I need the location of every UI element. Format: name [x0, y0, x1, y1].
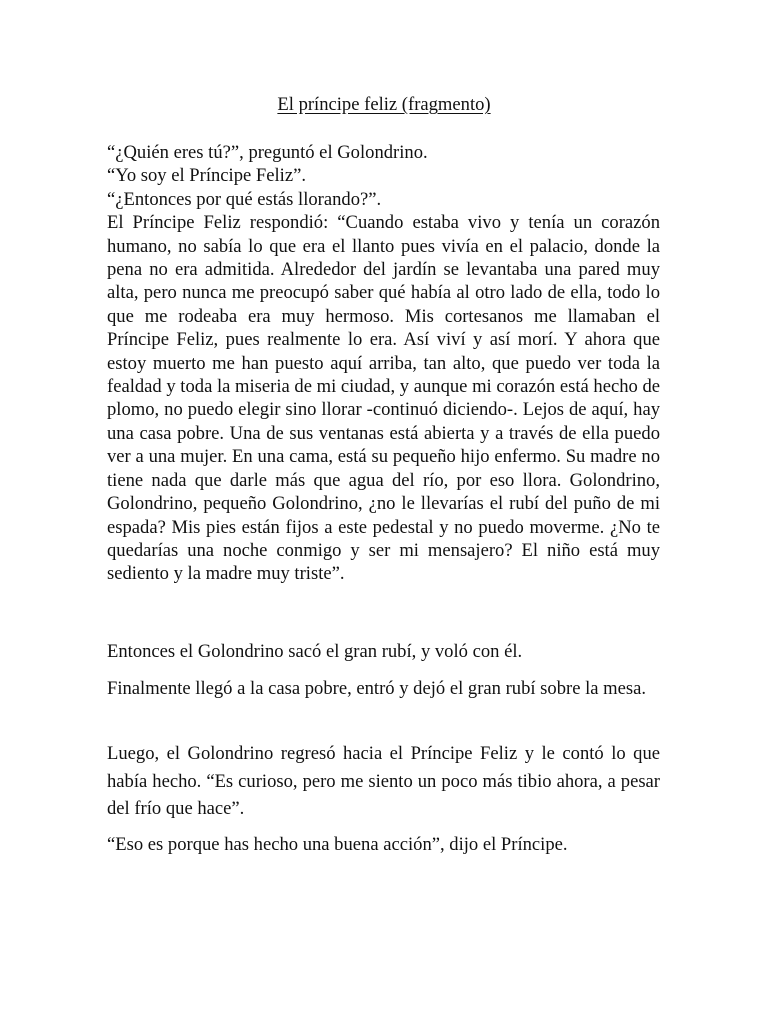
- paragraph: Entonces el Golondrino sacó el gran rubí, y voló con él.: [107, 641, 523, 662]
- prince-speech-paragraph: El Príncipe Feliz respondió: “Cuando estaba vivo y tenía un corazón humano, no sabía lo que era el llanto pues vivía en el palacio, donde la pena no era admitida. Alrededor del jardín se levantaba una pared muy alta, pero nunca me preocupó saber qué había al otro lado de ella, todo lo que me rodeaba era muy hermoso. Mis cortesanos me llamaban el Príncipe Feliz, pues realmente lo era. Así viví y así morí. Y ahora que estoy muerto me han puesto aquí arriba, tan alto, que puedo ver toda la fealdad y toda la miseria de mi ciudad, y aunque mi corazón está hecho de plomo, no puedo elegir sino llorar -continuó diciendo-. Lejos de aquí, hay una casa pobre. Una de sus ventanas está abierta y a través de ella puedo ver a una mujer. En una cama, está su pequeño hijo enfermo. Su madre no tiene nada que darle más que agua del río, por eso llora. Golondrino, Golondrino, pequeño Golondrino, ¿no le llevarías el rubí del puño de mi espada? Mis pies están fijos a este pedestal y no puedo moverme. ¿No te quedarías una noche conmigo y ser mi mensajero? El niño está muy sediento y la madre muy triste”.: [107, 212, 660, 585]
- paragraph: “Eso es porque has hecho una buena acción”, dijo el Príncipe.: [107, 834, 568, 855]
- paragraph: Finalmente llegó a la casa pobre, entró y dejó el gran rubí sobre la mesa.: [107, 678, 647, 699]
- document-title: El príncipe feliz (fragmento): [277, 94, 491, 115]
- dialogue-line: “Yo soy el Príncipe Feliz”.: [107, 165, 307, 187]
- dialogue-line: “¿Quién eres tú?”, preguntó el Golondrino.: [107, 142, 428, 163]
- dialogue-line: “¿Entonces por qué estás llorando?”.: [107, 188, 382, 210]
- paragraph: Luego, el Golondrino regresó hacia el Príncipe Feliz y le contó lo que había hecho. “Es curioso, pero me siento un poco más tibio ahora, a pesar del frío que hace”.: [107, 743, 660, 819]
- dialogue-block: [107, 141, 660, 586]
